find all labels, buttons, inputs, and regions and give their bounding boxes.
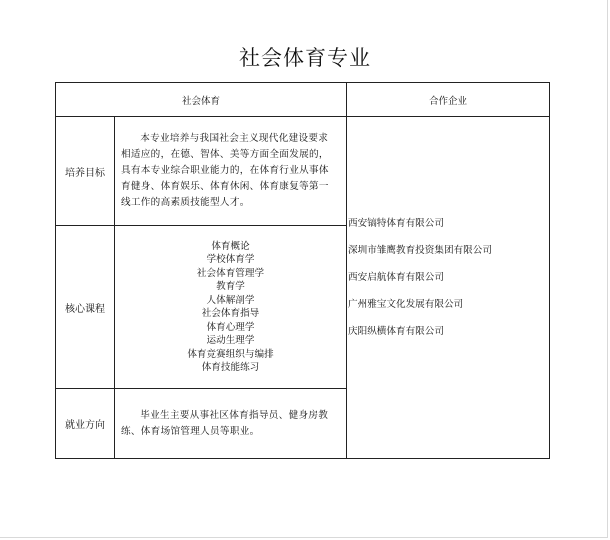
company-item: 深圳市雏鹰教育投资集团有限公司	[348, 245, 492, 256]
training-goal-text: 本专业培养与我国社会主义现代化建设要求相适应的，在德、智体、美等方面全面发展的，具有本专业综合职业能力的，在体育行业从事体育健身、体育娱乐、体育休闲、体育康复等第一线工作的高素质技能型人才。	[121, 133, 329, 208]
course-item: 体育技能练习	[201, 362, 260, 373]
course-item: 运动生理学	[206, 335, 255, 346]
training-goal-cell	[115, 117, 347, 226]
course-item: 社会体育管理学	[196, 267, 265, 279]
label-training-goal: 培养目标	[56, 117, 115, 226]
header-social-sports: 社会体育	[56, 83, 347, 117]
page-title: 社会体育专业	[239, 46, 371, 70]
companies-cell	[347, 117, 550, 459]
label-employment: 就业方向	[56, 389, 115, 459]
course-item: 社会体育指导	[201, 308, 260, 319]
course-item: 学校体育学	[206, 254, 255, 265]
course-item: 体育心理学	[206, 321, 255, 333]
company-item: 西安镐特体育有限公司	[348, 218, 444, 229]
course-item: 人体解剖学	[206, 294, 255, 306]
company-item: 西安启航体育有限公司	[348, 272, 444, 283]
label-core-courses: 核心课程	[56, 226, 115, 389]
course-item: 体育竞赛组织与编排	[187, 348, 274, 360]
program-table	[55, 82, 550, 459]
company-item: 庆阳纵横体育有限公司	[348, 326, 444, 337]
course-item: 教育学	[216, 281, 245, 292]
company-item: 广州雅宝文化发展有限公司	[348, 299, 464, 310]
company-list	[347, 210, 549, 345]
header-partner-companies: 合作企业	[347, 83, 550, 117]
course-item: 体育概论	[211, 240, 250, 252]
core-courses-cell	[115, 226, 347, 389]
employment-cell	[115, 389, 347, 459]
employment-text: 毕业生主要从事社区体育指导员、健身房教练、体育场馆管理人员等职业。	[121, 409, 329, 437]
